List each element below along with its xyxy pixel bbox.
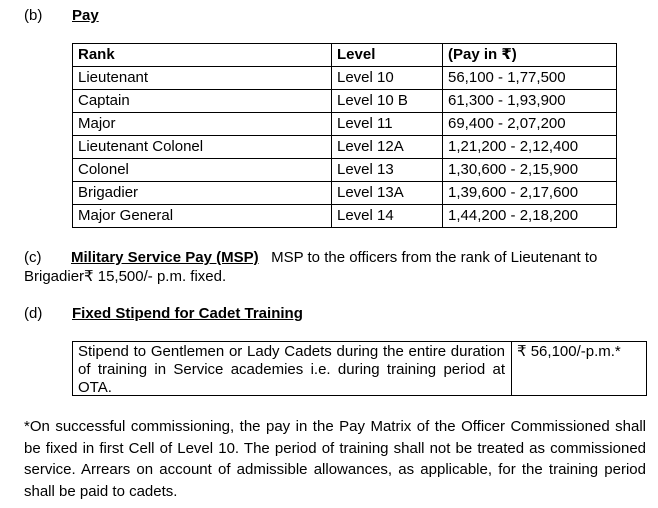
section-d-label: (d) [24, 305, 43, 322]
table-row [73, 159, 617, 182]
section-d-title: Fixed Stipend for Cadet Training [72, 305, 303, 322]
section-c-title: Military Service Pay (MSP) [71, 249, 259, 266]
level-cell: Level 13 [332, 159, 443, 182]
level-cell: Level 13A [332, 182, 443, 205]
pay-cell: 56,100 - 1,77,500 [443, 67, 617, 90]
rank-cell: Lieutenant [73, 67, 332, 90]
pay-table [72, 43, 617, 228]
section-c-text-line2: Brigadier₹ 15,500/- p.m. fixed. [24, 268, 227, 285]
level-cell: Level 10 B [332, 90, 443, 113]
level-cell: Level 12A [332, 136, 443, 159]
table-row [73, 205, 617, 228]
table-row [73, 90, 617, 113]
pay-cell: 1,44,200 - 2,18,200 [443, 205, 617, 228]
rank-cell: Major General [73, 205, 332, 228]
section-b-label: (b) [24, 7, 43, 24]
section-c-text-line1: MSP to the officers from the rank of Lieutenant to [271, 249, 598, 266]
table-row [73, 113, 617, 136]
header-rank: Rank [73, 44, 332, 67]
table-row [73, 136, 617, 159]
pay-cell: 1,21,200 - 2,12,400 [443, 136, 617, 159]
stipend-table [72, 341, 647, 396]
stipend-divider [511, 342, 512, 395]
stipend-amount: ₹ 56,100/-p.m.* [517, 343, 621, 360]
section-b-title: Pay [72, 7, 99, 24]
pay-cell: 1,30,600 - 2,15,900 [443, 159, 617, 182]
section-c-line1 [24, 249, 646, 267]
pay-cell: 61,300 - 1,93,900 [443, 90, 617, 113]
rank-cell: Major [73, 113, 332, 136]
section-c-label: (c) [24, 249, 42, 266]
rank-cell: Brigadier [73, 182, 332, 205]
pay-table-header-row [73, 44, 617, 67]
rank-cell: Colonel [73, 159, 332, 182]
stipend-description: Stipend to Gentlemen or Lady Cadets during the entire duration of training in Service academies i.e. during training period at OTA. [78, 343, 505, 396]
rank-cell: Captain [73, 90, 332, 113]
level-cell: Level 10 [332, 67, 443, 90]
pay-cell: 69,400 - 2,07,200 [443, 113, 617, 136]
level-cell: Level 11 [332, 113, 443, 136]
footnote: *On successful commissioning, the pay in the Pay Matrix of the Officer Commissioned shall be fixed in first Cell of Level 10. The period of training shall not be treated as commissioned service. Arrears on account of admissible allowances, as applicable, for the training period shall be paid to cadets. [24, 418, 646, 500]
rank-cell: Lieutenant Colonel [73, 136, 332, 159]
table-row [73, 182, 617, 205]
level-cell: Level 14 [332, 205, 443, 228]
pay-cell: 1,39,600 - 2,17,600 [443, 182, 617, 205]
table-row [73, 67, 617, 90]
header-level: Level [332, 44, 443, 67]
header-pay: (Pay in ₹) [443, 44, 617, 67]
